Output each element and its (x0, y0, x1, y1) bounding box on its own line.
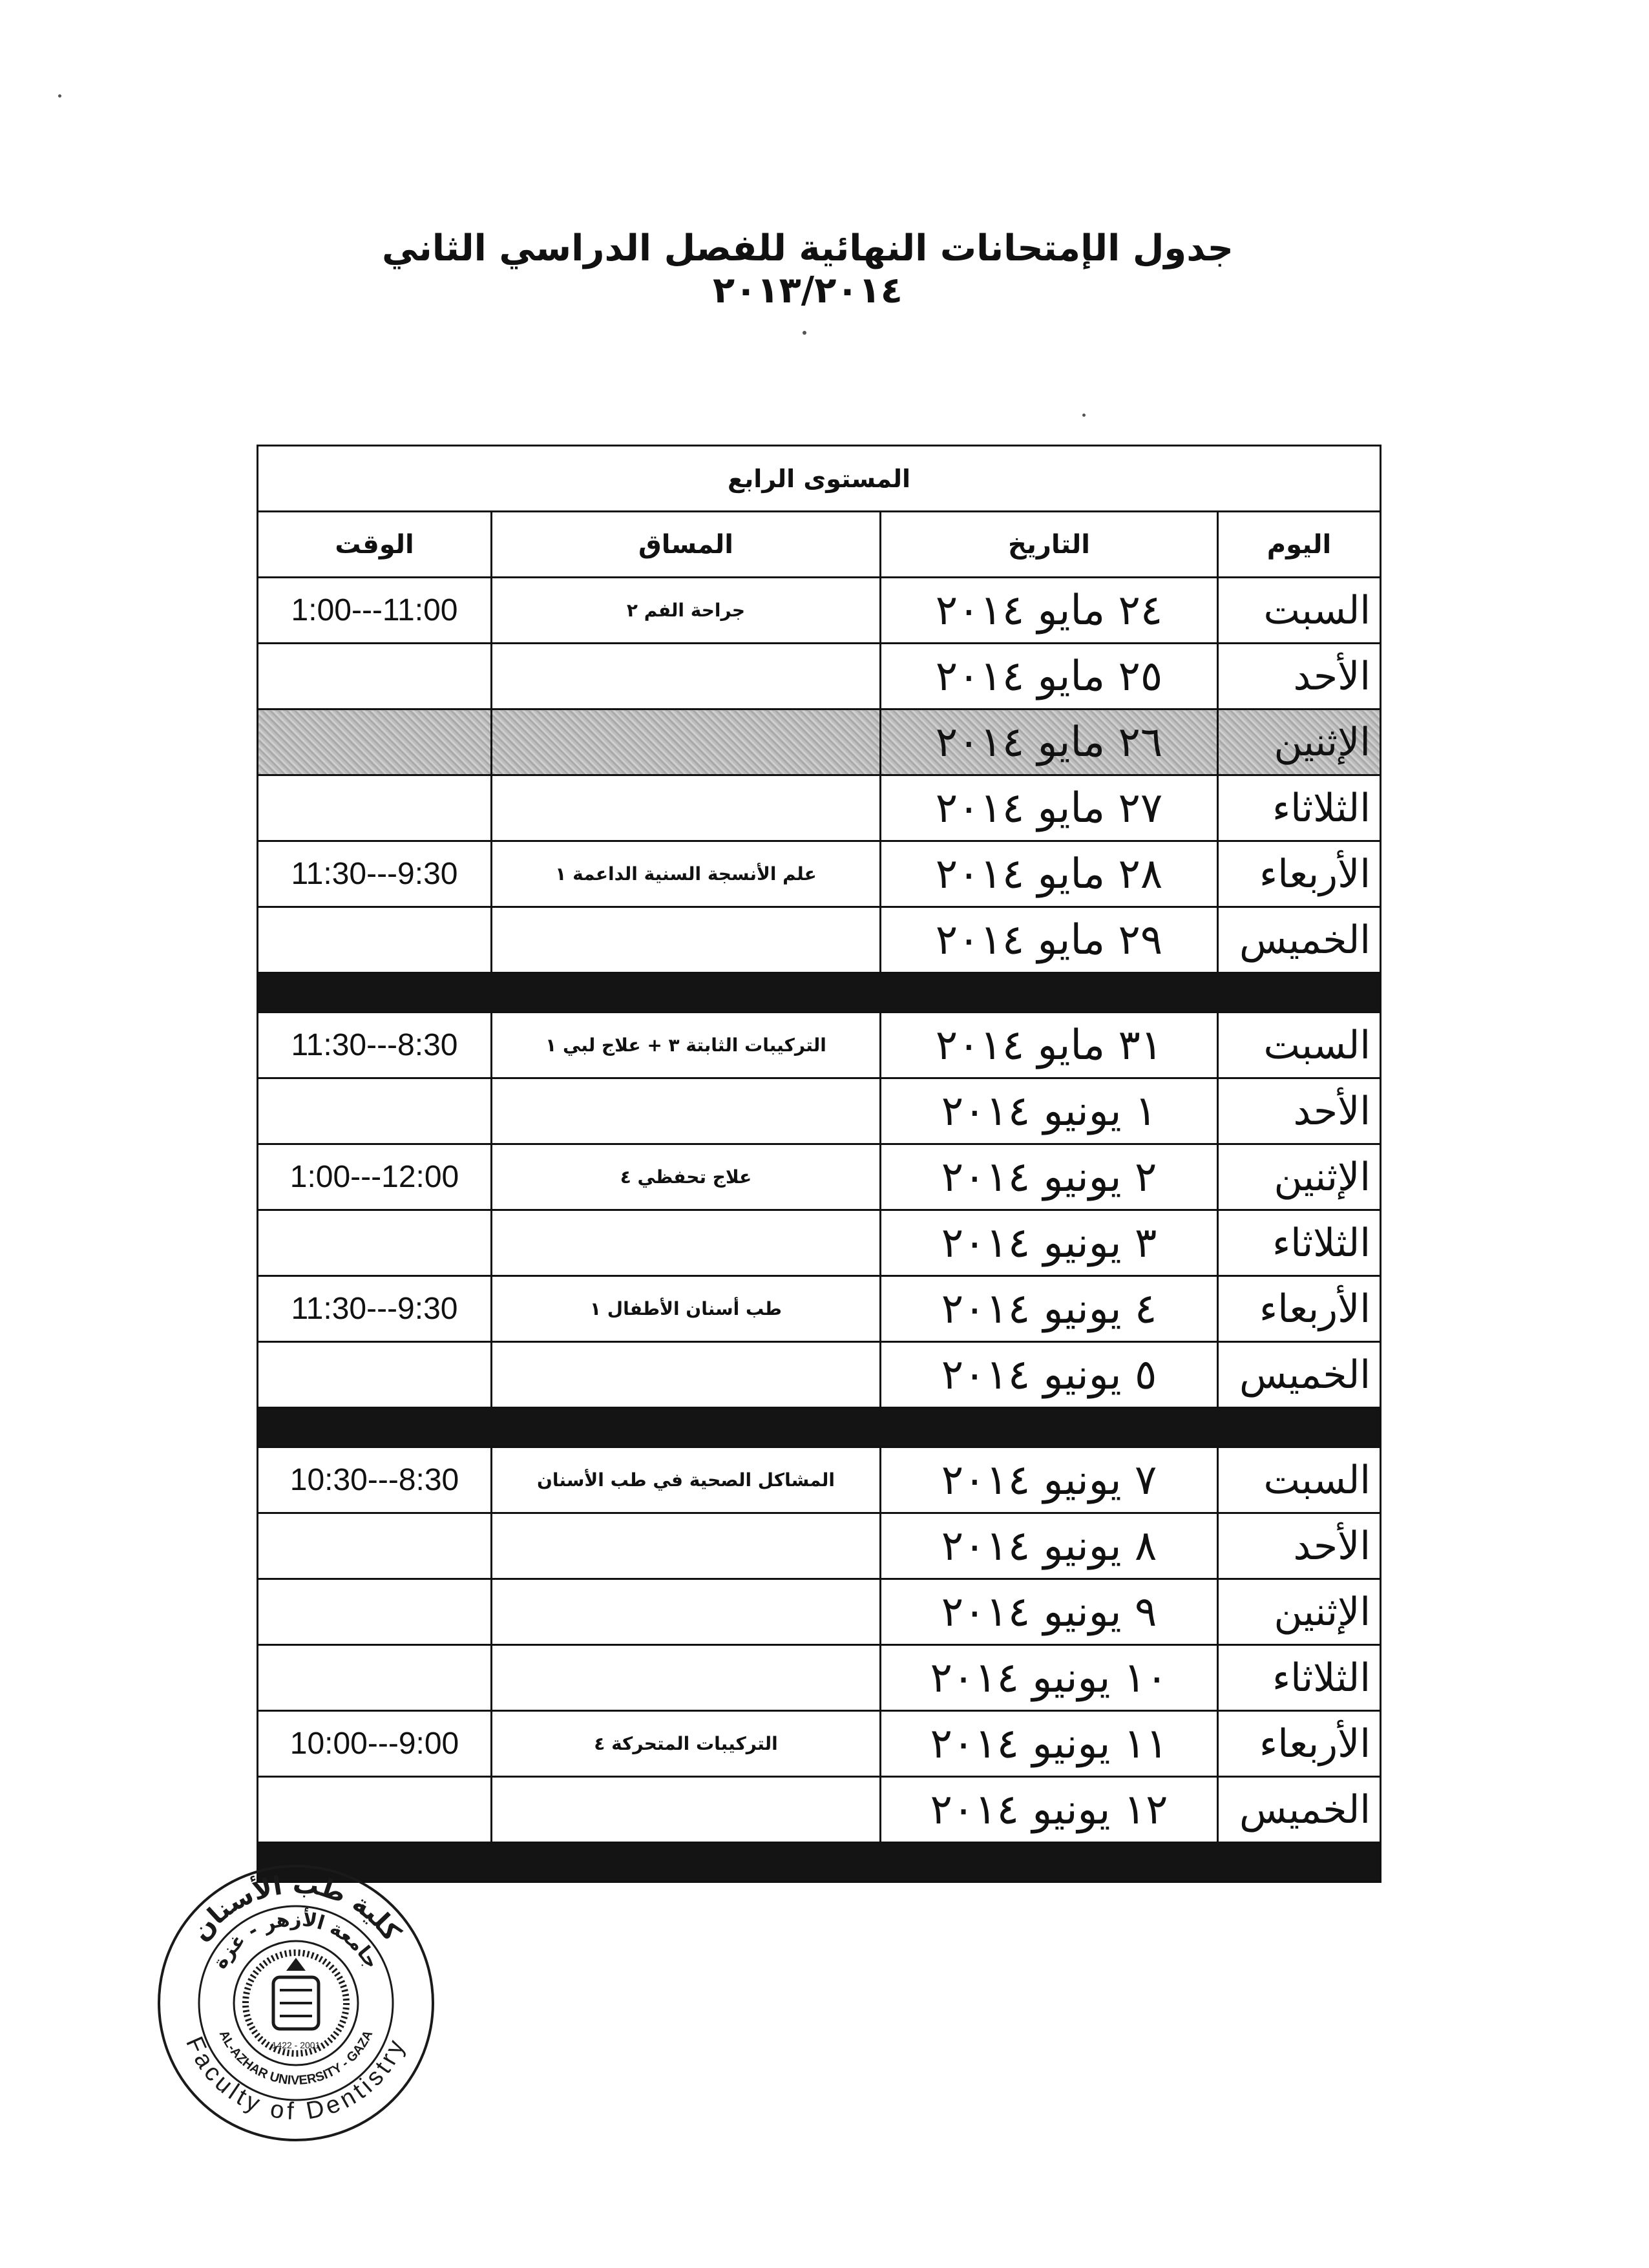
page-title: جدول الإمتحانات النهائية للفصل الدراسي الثاني ٢٠١٣/٢٠١٤ (382, 227, 1234, 311)
time-cell: 10:30---8:30 (258, 1447, 492, 1513)
table-row (258, 1579, 1381, 1645)
table-row (258, 1645, 1381, 1711)
day-cell: الخميس (1218, 1342, 1381, 1408)
date-cell: ١ يونيو ٢٠١٤ (881, 1078, 1218, 1144)
day-cell: الثلاثاء (1218, 1210, 1381, 1276)
date-cell: ٢ يونيو ٢٠١٤ (881, 1144, 1218, 1210)
table-row (258, 1513, 1381, 1579)
date-cell: ٢٤ مايو ٢٠١٤ (881, 578, 1218, 644)
day-cell: الثلاثاء (1218, 775, 1381, 841)
time-cell (258, 1777, 492, 1843)
course-cell: علاج تحفظي ٤ (492, 1144, 881, 1210)
faculty-stamp (154, 1861, 438, 2145)
date-cell: ٢٨ مايو ٢٠١٤ (881, 841, 1218, 907)
table-row (258, 1777, 1381, 1843)
date-cell: ٨ يونيو ٢٠١٤ (881, 1513, 1218, 1579)
time-cell: 10:00---9:00 (258, 1711, 492, 1777)
table-row (258, 578, 1381, 644)
stamp-years: 1422 - 2001 (271, 2040, 320, 2050)
level-label: المستوى الرابع (258, 446, 1381, 512)
date-cell: ٢٥ مايو ٢٠١٤ (881, 644, 1218, 709)
course-cell: علم الأنسجة السنية الداعمة ١ (492, 841, 881, 907)
stamp-emblem (246, 1953, 346, 2053)
stamp-english-outer: Faculty of Dentistry (180, 2032, 412, 2126)
svg-text:AL-AZHAR UNIVERSITY - GAZA (216, 2028, 376, 2088)
day-cell: السبت (1218, 1447, 1381, 1513)
table-row (258, 1078, 1381, 1144)
table-row (258, 1447, 1381, 1513)
day-cell: الأحد (1218, 1078, 1381, 1144)
course-cell (492, 1078, 881, 1144)
course-cell: التركيبات الثابتة ٣ + علاج لبي ١ (492, 1013, 881, 1078)
day-cell: الإثنين (1218, 1144, 1381, 1210)
date-cell: ١٢ يونيو ٢٠١٤ (881, 1777, 1218, 1843)
date-cell: ٥ يونيو ٢٠١٤ (881, 1342, 1218, 1408)
course-cell (492, 1579, 881, 1645)
table-row (258, 1210, 1381, 1276)
table-row (258, 841, 1381, 907)
day-cell: الأحد (1218, 1513, 1381, 1579)
date-cell: ٢٩ مايو ٢٠١٤ (881, 907, 1218, 973)
time-cell (258, 907, 492, 973)
day-cell: الأربعاء (1218, 1276, 1381, 1342)
scan-speck (1082, 414, 1086, 417)
time-cell: 11:30---8:30 (258, 1013, 492, 1078)
day-cell: السبت (1218, 578, 1381, 644)
course-cell (492, 1645, 881, 1711)
course-cell (492, 907, 881, 973)
table-row (258, 775, 1381, 841)
date-cell: ٧ يونيو ٢٠١٤ (881, 1447, 1218, 1513)
time-cell (258, 1342, 492, 1408)
date-cell: ٩ يونيو ٢٠١٤ (881, 1579, 1218, 1645)
table-row (258, 1276, 1381, 1342)
scan-speck (58, 94, 61, 98)
day-cell: الثلاثاء (1218, 1645, 1381, 1711)
course-cell: طب أسنان الأطفال ١ (492, 1276, 881, 1342)
time-cell (258, 775, 492, 841)
course-cell (492, 709, 881, 775)
course-cell (492, 1342, 881, 1408)
day-cell: الإثنين (1218, 1579, 1381, 1645)
date-cell: ٢٦ مايو ٢٠١٤ (881, 709, 1218, 775)
table-row (258, 1342, 1381, 1408)
date-cell: ١٠ يونيو ٢٠١٤ (881, 1645, 1218, 1711)
date-cell: ٤ يونيو ٢٠١٤ (881, 1276, 1218, 1342)
date-cell: ٢٧ مايو ٢٠١٤ (881, 775, 1218, 841)
header-day: اليوم (1218, 512, 1381, 578)
header-date: التاريخ (881, 512, 1218, 578)
stamp-lettering (180, 1869, 412, 2125)
level-header-row (258, 446, 1381, 512)
day-cell: الأربعاء (1218, 841, 1381, 907)
time-cell: 1:00---12:00 (258, 1144, 492, 1210)
week-separator (258, 1408, 1381, 1447)
time-cell (258, 709, 492, 775)
time-cell (258, 644, 492, 709)
time-cell: 11:30---9:30 (258, 1276, 492, 1342)
stamp-english-inner: AL-AZHAR UNIVERSITY - GAZA (216, 2028, 376, 2088)
course-cell (492, 1777, 881, 1843)
time-cell (258, 1078, 492, 1144)
date-cell: ٣١ مايو ٢٠١٤ (881, 1013, 1218, 1078)
header-time: الوقت (258, 512, 492, 578)
course-cell: التركيبات المتحركة ٤ (492, 1711, 881, 1777)
header-course: المساق (492, 512, 881, 578)
table-row (258, 1711, 1381, 1777)
time-cell: 1:00---11:00 (258, 578, 492, 644)
time-cell: 11:30---9:30 (258, 841, 492, 907)
course-cell (492, 1513, 881, 1579)
separator-bar (258, 1408, 1381, 1447)
stamp-arabic-inner: جامعة الأزهر - غزة (208, 1907, 384, 1973)
stamp-arabic-top: كلية طب الأسنان (185, 1869, 407, 1947)
time-cell (258, 1579, 492, 1645)
time-cell (258, 1210, 492, 1276)
course-cell: جراحة الفم ٢ (492, 578, 881, 644)
date-cell: ٣ يونيو ٢٠١٤ (881, 1210, 1218, 1276)
course-cell (492, 644, 881, 709)
exam-schedule-table (257, 445, 1381, 1883)
table-row (258, 1013, 1381, 1078)
table-row (258, 644, 1381, 709)
time-cell (258, 1513, 492, 1579)
separator-bar (258, 973, 1381, 1013)
day-cell: الخميس (1218, 1777, 1381, 1843)
day-cell: الخميس (1218, 907, 1381, 973)
course-cell (492, 775, 881, 841)
table-row-shaded (258, 709, 1381, 775)
table-row (258, 1144, 1381, 1210)
course-cell (492, 1210, 881, 1276)
course-cell: المشاكل الصحية في طب الأسنان (492, 1447, 881, 1513)
day-cell: الأحد (1218, 644, 1381, 709)
day-cell: الإثنين (1218, 709, 1381, 775)
date-cell: ١١ يونيو ٢٠١٤ (881, 1711, 1218, 1777)
week-separator (258, 973, 1381, 1013)
scan-speck (803, 331, 806, 335)
time-cell (258, 1645, 492, 1711)
day-cell: السبت (1218, 1013, 1381, 1078)
day-cell: الأربعاء (1218, 1711, 1381, 1777)
column-header-row (258, 512, 1381, 578)
table-row (258, 907, 1381, 973)
